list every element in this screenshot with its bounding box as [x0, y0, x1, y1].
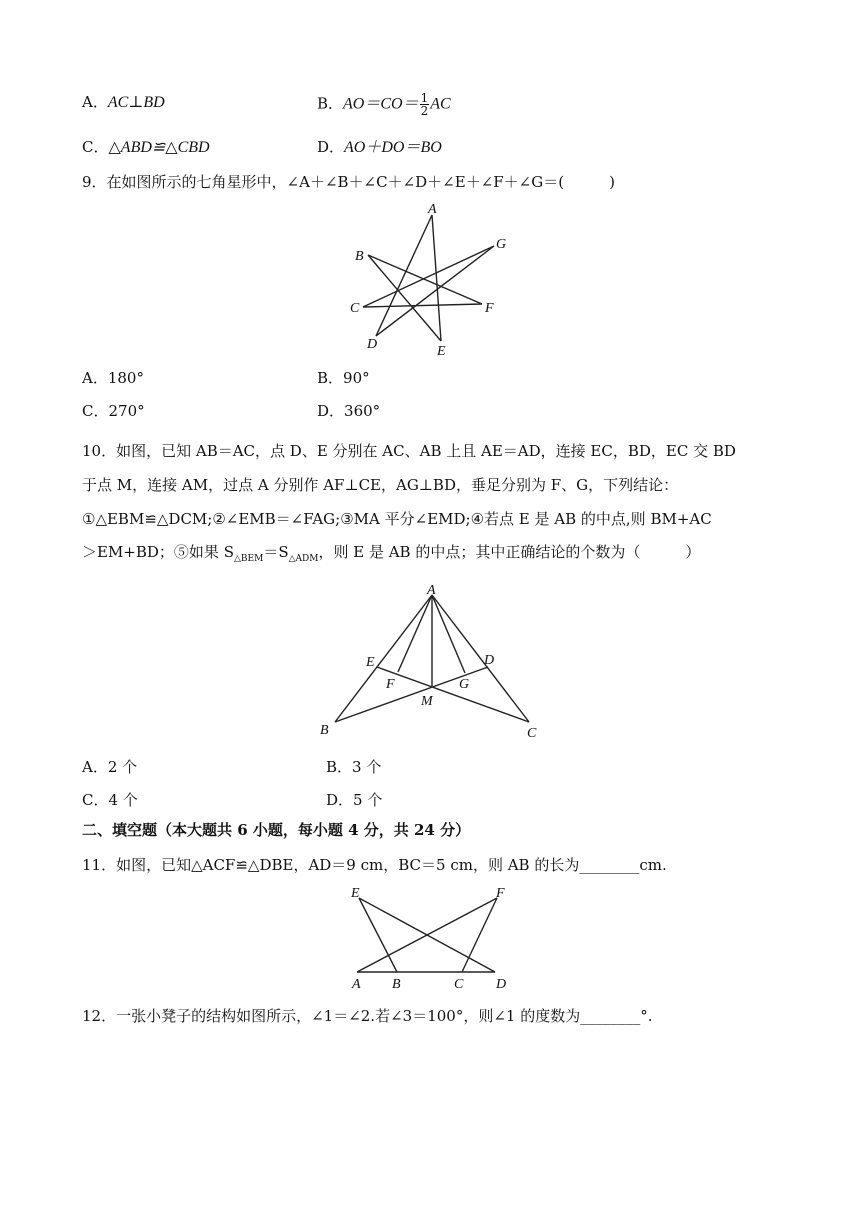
star-label-a: A — [428, 202, 437, 217]
tri-label-f: F — [386, 677, 395, 692]
star-label-b: B — [355, 249, 364, 264]
tri-label-e: E — [366, 655, 375, 670]
tri-label-a: A — [427, 583, 436, 598]
q10-stem-line1: 10．如图，已知 AB＝AC，点 D、E 分别在 AC、AB 上且 AE＝AD，连接 EC，BD，EC 交 BD — [82, 442, 736, 460]
q8-option-d: D．AO＋DO＝BO — [317, 138, 442, 156]
q8-option-c: C．△ABD≌△CBD — [82, 138, 210, 156]
tri-label-m: M — [421, 694, 433, 709]
cong-label-b: B — [392, 977, 401, 992]
q9-stem: 9．在如图所示的七角星形中，∠A＋∠B＋∠C＋∠D＋∠E＋∠F＋∠G＝( ) — [82, 173, 615, 191]
star-label-c: C — [350, 301, 360, 316]
congruent-lines — [357, 898, 497, 972]
q10-stem-line4: ＞EM+BD；⑤如果 $S_{\triangle BEM}=S_{\triangle ADM}$，则 E 是 AB 的中点；其中正确结论的个数为（ ） — [82, 543, 701, 564]
star-label-g: G — [496, 237, 507, 252]
star-lines — [363, 215, 494, 341]
triangle-lines — [335, 595, 529, 722]
cong-label-c: C — [454, 977, 464, 992]
cong-label-d: D — [496, 977, 507, 992]
cong-label-a: A — [352, 977, 361, 992]
tri-label-c: C — [527, 726, 537, 741]
cong-label-e: E — [351, 886, 360, 901]
tri-label-d: D — [484, 653, 495, 668]
q10-option-c: C．4 个 — [82, 791, 138, 809]
star-label-e: E — [437, 344, 446, 359]
q9-option-a: A．180° — [82, 369, 144, 387]
section-heading: 二、填空题（本大题共 6 小题，每小题 4 分，共 24 分） — [82, 821, 471, 839]
q10-option-d: D．5 个 — [326, 791, 383, 809]
q12-stem: 12．一张小凳子的结构如图所示，∠1＝∠2.若∠3＝100°，则∠1 的度数为________°. — [82, 1007, 653, 1025]
fraction-half: $\frac{1}{2}$ — [420, 91, 429, 118]
q10-option-b: B．3 个 — [326, 758, 382, 776]
q8-option-a: A．AC⊥BD — [82, 93, 165, 111]
q9-option-c: C．270° — [82, 402, 145, 420]
q10-stem-line2: 于点 M，连接 AM，过点 A 分别作 AF⊥CE，AG⊥BD，垂足分别为 F、G，下列结论： — [82, 476, 679, 494]
tri-label-g: G — [459, 677, 470, 692]
star-label-d: D — [367, 337, 378, 352]
tri-label-b: B — [320, 723, 329, 738]
star-label-f: F — [485, 301, 494, 316]
q11-stem: 11．如图，已知△ACF≌△DBE，AD＝9 cm，BC＝5 cm，则 AB 的长为________cm. — [82, 856, 667, 874]
q9-option-b: B．90° — [317, 369, 370, 387]
q10-stem-line3: ①△EBM≌△DCM;②∠EMB＝∠FAG;③MA 平分∠EMD;④若点 E 是 AB 的中点,则 BM+AC — [82, 510, 712, 528]
q10-option-a: A．2 个 — [82, 758, 138, 776]
q9-option-d: D．360° — [317, 402, 381, 420]
q8-option-b: B．AO＝CO＝ $\frac{1}{2}$ AC — [317, 91, 451, 118]
cong-label-f: F — [496, 886, 505, 901]
